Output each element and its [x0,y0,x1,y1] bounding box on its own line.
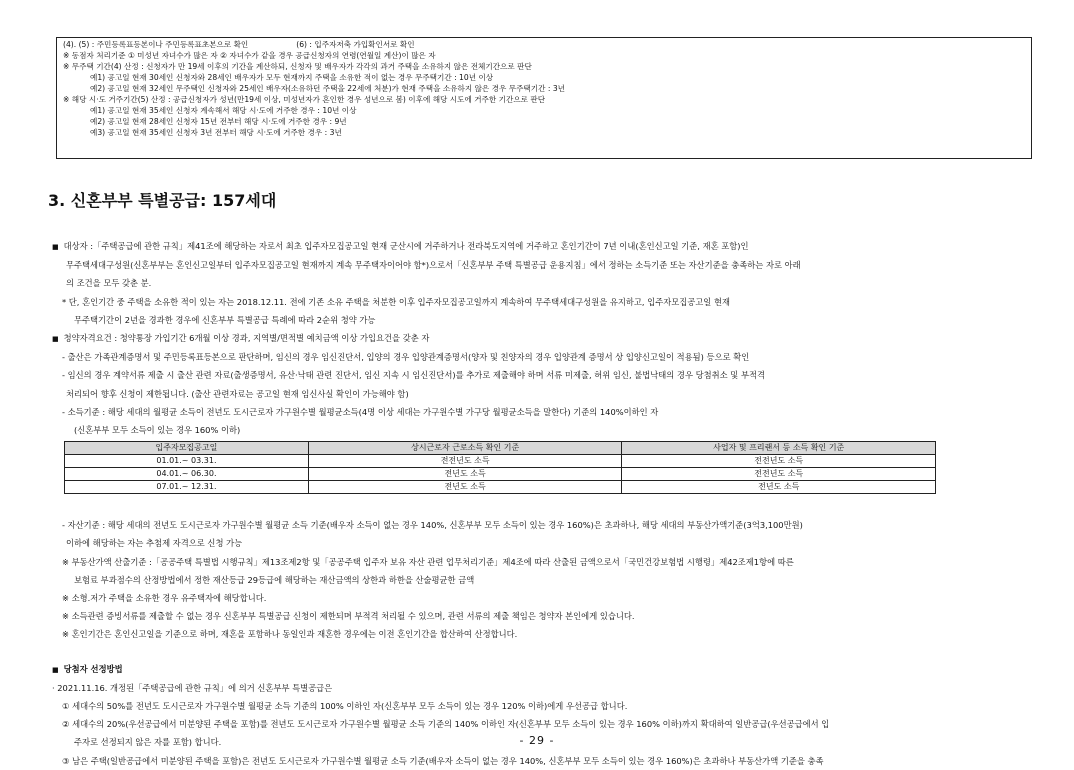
note-line: 예2) 공고일 현재 32세인 무주택인 신청자와 25세인 배우자(소유하던 주택을 22세에 처분)가 현재 주택을 소유하지 않은 경우 무주택기간 : 3년 [90,84,565,93]
table-cell: 01.01.~ 03.31. [65,455,309,468]
section-title: 3. 신혼부부 특별공급: 157세대 [48,191,277,210]
notes-box [56,37,1032,159]
text-line: ① 세대수의 50%를 전년도 도시근로자 가구원수별 월평균 소득 기준의 100% 이하인 자(신혼부부 모두 소득이 있는 경우 120% 이하)에게 우선공급 합니다. [62,701,628,712]
text-line: - 임신의 경우 계약서류 제출 시 출산 관련 자료(출생증명서, 유산·낙태 관련 진단서, 임신 지속 시 임신진단서)를 추가로 제출해야 하며 서류 미제출, 허위 임신, 불법낙태의 경우 당첨취소 및 부적격 [62,370,765,381]
text-line: · 2021.11.16. 개정된「주택공급에 관한 규칙」에 의거 신혼부부 특별공급은 [52,682,333,693]
table-cell: 전년도 소득 [308,468,622,481]
note-line: 예3) 공고일 현재 35세인 신청자 3년 전부터 해당 시·도에 거주한 경우 : 3년 [90,128,342,137]
text-line: * 단, 혼인기간 중 주택을 소유한 적이 있는 자는 2018.12.11. 전에 기존 소유 주택을 처분한 이후 입주자모집공고일까지 계속하여 무주택세대구성원을 유지하고, 입주자모집공고일 현재 [62,296,730,307]
text-line: ※ 혼인기간은 혼인신고일을 기준으로 하며, 재혼을 포함하나 동일인과 재혼한 경우에는 이전 혼인기간을 합산하여 산정합니다. [62,629,518,640]
text-line: 주자로 선정되지 않은 자를 포함) 합니다. [74,737,222,748]
table-header: 입주자모집공고일 [65,442,309,455]
text-line: ■ 대상자 :「주택공급에 관한 규칙」제41조에 해당하는 자로서 최초 입주자모집공고일 현재 군산시에 거주하거나 전라북도지역에 거주하고 혼인기간이 7년 이내(혼인신고일 기준, 재혼 포함)인 [52,237,1034,256]
table-row [65,468,936,481]
text-line: 무주택세대구성원(신혼부부는 혼인신고일부터 입주자모집공고일 현재까지 계속 무주택자이어야 함*)으로서「신혼부부 주택 특별공급 운용지침」에서 정하는 소득기준 또는 자산기준을 충족하는 자로 아래 [66,260,801,271]
text-line: (신혼부부 모두 소득이 있는 경우 160% 이하) [74,425,241,436]
table-cell: 전전년도 소득 [308,455,622,468]
note-line: ※ 무주택 기간(4) 산정 : 신청자가 만 19세 이후의 기간을 계산하되, 신청자 및 배우자가 각각의 과거 주택을 소유하지 않은 전체기간으로 판단 [63,62,532,71]
note-line: 예1) 공고일 현재 35세인 신청자 계속해서 해당 시·도에 거주한 경우 : 10년 이상 [90,106,357,115]
text-line: 보험료 부과점수의 산정방법에서 정한 재산등급 29등급에 해당하는 재산금액의 상한과 하한을 산술평균한 금액 [74,574,475,585]
text-line: 의 조건을 모두 갖춘 분. [66,278,152,289]
note-line: ※ 동점자 처리기준 ① 미성년 자녀수가 많은 자 ② 자녀수가 같을 경우 공급신청자의 연령(연월일 계산)이 많은 자 [63,51,436,60]
table-cell: 전전년도 소득 [622,455,936,468]
table-cell: 전년도 소득 [308,481,622,494]
text-line: ③ 남은 주택(일반공급에서 미분양된 주택을 포함)은 전년도 도시근로자 가구원수별 월평균 소득 기준(배우자 소득이 없는 경우 140%, 신혼부부 모두 소득이 있는 경우 160%)은 초과하나 부동산가액 기준을 충족 [62,755,824,766]
note-line: 예2) 공고일 현재 28세인 신청자 15년 전부터 해당 시·도에 거주한 경우 : 9년 [90,117,347,126]
note-line: 예1) 공고일 현재 30세인 신청자와 28세인 배우자가 모두 현재까지 주택을 소유한 적이 없는 경우 무주택기간 : 10년 이상 [90,73,494,82]
table-cell: 전전년도 소득 [622,468,936,481]
text-line: 처리되어 향후 신청이 제한됩니다. (출산 관련자료는 공고일 현재 임신사실 확인이 가능해야 함) [66,388,409,399]
table-row [65,481,936,494]
table-cell: 전년도 소득 [622,481,936,494]
text-line: ※ 부동산가액 산출기준 :「공공주택 특별법 시행규칙」제13조제2항 및「공공주택 입주자 보유 자산 관련 업무처리기준」제4조에 따라 산출된 금액으로서「국민건강보험법 시행령」제42조제1항에 따른 [62,556,794,567]
table-cell: 07.01.~ 12.31. [65,481,309,494]
page-number: - 29 - [519,734,555,747]
table-row [65,455,936,468]
text-line: - 출산은 가족관계증명서 및 주민등록표등본으로 판단하며, 임신의 경우 임신진단서, 입양의 경우 입양관계증명서(양자 및 친양자의 경우 입양관계 증명서 상 입양신고일이 적용됨) 등으로 확인 [62,352,750,363]
text-line: ※ 소형.저가 주택을 소유한 경우 유주택자에 해당합니다. [62,593,267,604]
table-header: 사업자 및 프리랜서 등 소득 확인 기준 [622,442,936,455]
note-line: (4). (5) : 주민등록표등본이나 주민등록표초본으로 확인 (6) : 입주자저축 가입확인서로 확인 [63,40,415,49]
table-header-row [65,442,936,455]
income-criteria-table [64,441,936,494]
text-line: - 소득기준 : 해당 세대의 월평균 소득이 전년도 도시근로자 가구원수별 월평균소득(4명 이상 세대는 가구원수별 가구당 월평균소득을 말한다) 기준의 140%이하인 자 [62,406,659,417]
selection-heading: ■ 당첨자 선정방법 [52,660,1034,679]
section-body [52,237,1034,770]
note-line: ※ 해당 시·도 거주기간(5) 산정 : 공급신청자가 성년(만19세 이상, 미성년자가 혼인한 경우 성년으로 봄) 이후에 해당 시도에 거주한 기간으로 판단 [63,95,546,104]
text-line: ■ 청약자격요건 : 청약통장 가입기간 6개월 이상 경과, 지역별/면적별 예치금액 이상 가입요건을 갖춘 자 [52,329,1034,348]
text-line: ※ 소득관련 증빙서류를 제출할 수 없는 경우 신혼부부 특별공급 신청이 제한되며 부적격 처리될 수 있으며, 관련 서류의 제출 책임은 청약자 본인에게 있습니다. [62,611,635,622]
text-line: ② 세대수의 20%(우선공급에서 미분양된 주택을 포함)를 전년도 도시근로자 가구원수별 월평균 소득 기준의 140% 이하인 자(신혼부부 모두 소득이 있는 경우 160% 이하)까지 확대하여 일반공급(우선공급에서 입 [62,719,830,730]
text-line: 무주택기간이 2년을 경과한 경우에 신혼부부 특별공급 특례에 따라 2순위 청약 가능 [74,314,376,325]
text-line: 이하에 해당하는 자는 추첨제 자격으로 신청 가능 [66,538,243,549]
table-header: 상시근로자 근로소득 확인 기준 [308,442,622,455]
text-line: - 자산기준 : 해당 세대의 전년도 도시근로자 가구원수별 월평균 소득 기준(배우자 소득이 없는 경우 140%, 신혼부부 모두 소득이 있는 경우 160%)은 초과하나, 해당 세대의 부동산가액기준(3억3,100만원) [62,520,803,531]
table-cell: 04.01.~ 06.30. [65,468,309,481]
